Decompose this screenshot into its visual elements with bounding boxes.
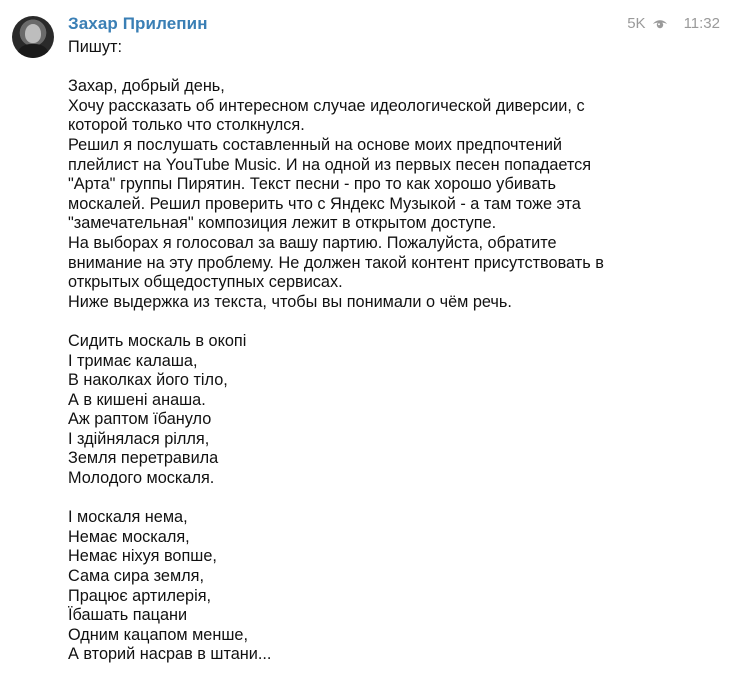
letter-line: На выборах я голосовал за вашу партию. Пожалуйста, обратите [68, 233, 557, 252]
verse-line: Працює артилерія, [68, 586, 212, 605]
avatar-body [18, 44, 48, 58]
author-name[interactable]: Захар Прилепин [68, 14, 208, 33]
view-count: 5K [627, 15, 646, 32]
letter-line: "Арта" группы Пирятин. Текст песни - про то как хорошо убивать [68, 175, 557, 194]
verse-line: Земля перетравила [68, 449, 219, 468]
verse-line: А вторий насрав в штани... [68, 645, 272, 664]
verse-line: Аж раптом їбануло [68, 410, 212, 429]
verse-line: Немає ніхуя вопше, [68, 547, 217, 566]
letter-line: Захар, добрый день, [68, 77, 225, 96]
letter-line: внимание на эту проблему. Не должен такой контент присутствовать в [68, 253, 604, 272]
avatar-head [25, 24, 41, 43]
letter-line: "замечательная" композиция лежит в открытом доступе. [68, 214, 497, 233]
post-time: 11:32 [683, 15, 720, 32]
post-body [68, 38, 728, 665]
intro-line: Пишут: [68, 38, 122, 56]
letter-line: Хочу рассказать об интересном случае идеологической диверсии, с [68, 96, 585, 115]
letter-line: Решил я послушать составленный на основе моих предпочтений [68, 135, 563, 154]
letter-line: плейлист на YouTube Music. И на одной из первых песен попадается [68, 155, 592, 174]
letter-line: Ниже выдержка из текста, чтобы вы понимали о чём речь. [68, 292, 512, 311]
letter-line: москалей. Решил проверить что с Яндекс Музыкой - а там тоже эта [68, 194, 581, 213]
verse-line: Молодого москаля. [68, 469, 215, 488]
verse-line: І тримає калаша, [68, 351, 198, 370]
verse-line: Немає москаля, [68, 527, 190, 546]
eye-icon [652, 18, 668, 30]
avatar[interactable] [12, 16, 54, 58]
verse-line: Їбашать пацани [68, 606, 188, 625]
verse-line: І здійнялася рілля, [68, 429, 210, 448]
verse-line: Сидить москаль в окопі [68, 331, 247, 350]
verse-line: А в кишені анаша. [68, 390, 206, 409]
verse-line: В наколках його тіло, [68, 371, 228, 390]
verse-line: І москаля нема, [68, 508, 188, 527]
verse-line: Одним кацапом менше, [68, 625, 248, 644]
letter-line: открытых общедоступных сервисах. [68, 273, 343, 292]
post-meta [627, 15, 720, 32]
verse-line: Сама сира земля, [68, 567, 205, 586]
letter-line: которой только что столкнулся. [68, 116, 305, 135]
